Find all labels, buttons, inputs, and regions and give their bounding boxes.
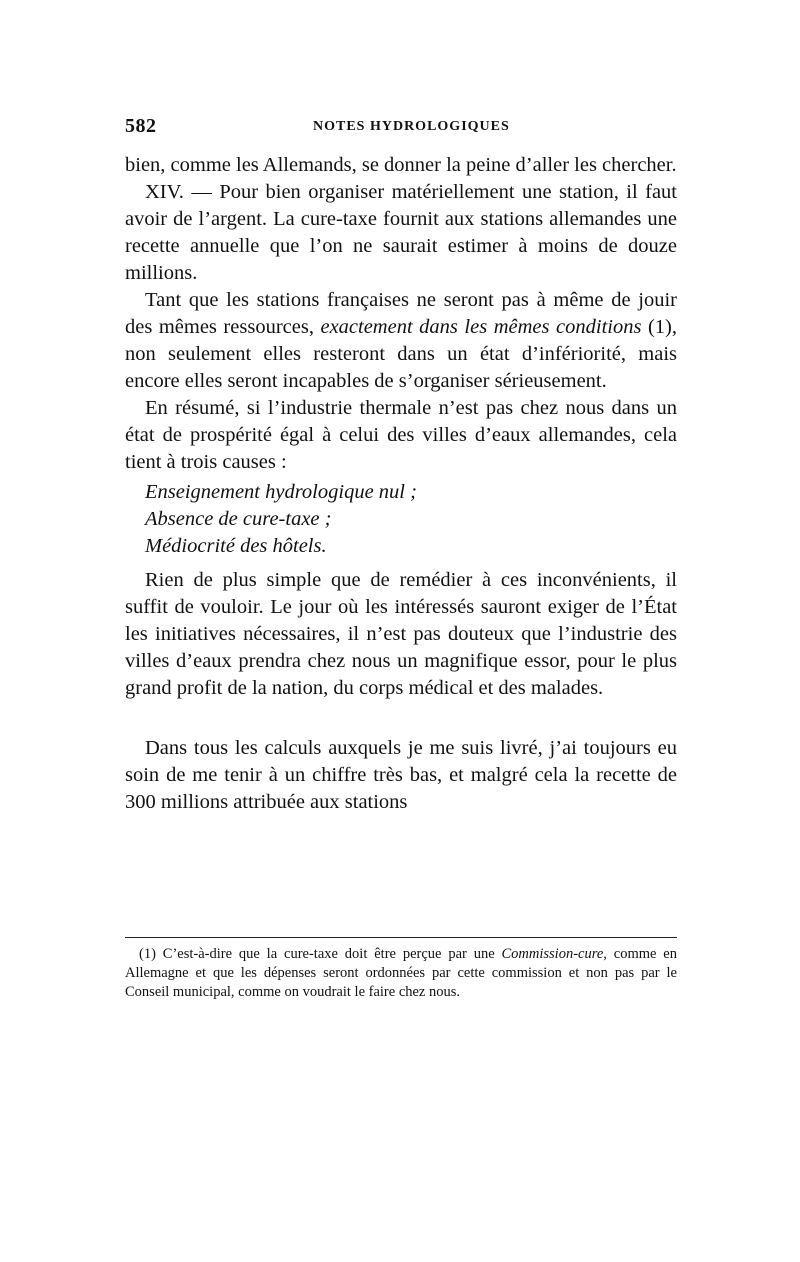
paragraph-3-text-a: Tant que les stations françaises ne seront pas à même de jouir des mêmes ressources, bbox=[125, 289, 677, 338]
page-header bbox=[125, 115, 680, 139]
paragraph-3 bbox=[125, 287, 677, 395]
paragraph-2: XIV. — Pour bien organiser matériellement une station, il faut avoir de l’argent. La cure-taxe fournit aux stations allemandes une recette annuelle que l’on ne saurait estimer à moins de douze millions. bbox=[125, 181, 677, 284]
body-text bbox=[125, 152, 677, 816]
cause-item: Enseignement hydrologique nul ; bbox=[145, 481, 417, 503]
footnote-emphasis: Commission-cure bbox=[501, 946, 604, 962]
running-head: NOTES HYDROLOGIQUES bbox=[313, 119, 510, 134]
page-number: 582 bbox=[125, 115, 157, 137]
footnote-text-b: , comme en Allemagne et que les dépenses seront ordonnées par cette commission et non pas par le Conseil municipal, comme on voudrait le faire chez nous. bbox=[125, 946, 677, 1000]
paragraph-6: Dans tous les calculs auxquels je me suis livré, j’ai toujours eu soin de me tenir à un chiffre très bas, et malgré cela la recette de 300 millions attribuée aux stations bbox=[125, 737, 677, 813]
cause-item: Absence de cure-taxe ; bbox=[145, 508, 332, 530]
paragraph-5: Rien de plus simple que de remédier à ces inconvénients, il suffit de vouloir. Le jour où les intéressés sauront exiger de l’État les initiatives nécessaires, il n’est pas douteux que l’industrie des villes d’eaux prendra chez nous un magnifique essor, pour le plus grand profit de la nation, du corps médical et des malades. bbox=[125, 569, 677, 699]
paragraph-3-text-b: (1), non seulement elles resteront dans un état d’infériorité, mais encore elles seront incapables de s’organiser sérieusement. bbox=[125, 316, 678, 392]
footnote-text-a: (1) C’est-à-dire que la cure-taxe doit être perçue par une bbox=[139, 946, 502, 962]
paragraph-4: En résumé, si l’industrie thermale n’est pas chez nous dans un état de prospérité égal à celui des villes d’eaux allemandes, cela tient à trois causes : bbox=[125, 397, 677, 473]
paragraph-3-emphasis: exactement dans les mêmes conditions bbox=[320, 316, 642, 338]
footnote bbox=[125, 945, 677, 1002]
causes-list bbox=[125, 479, 677, 560]
footnote-rule bbox=[125, 937, 677, 938]
paragraph-1: bien, comme les Allemands, se donner la peine d’aller les chercher. bbox=[125, 154, 677, 176]
cause-item: Médiocrité des hôtels. bbox=[145, 535, 327, 557]
